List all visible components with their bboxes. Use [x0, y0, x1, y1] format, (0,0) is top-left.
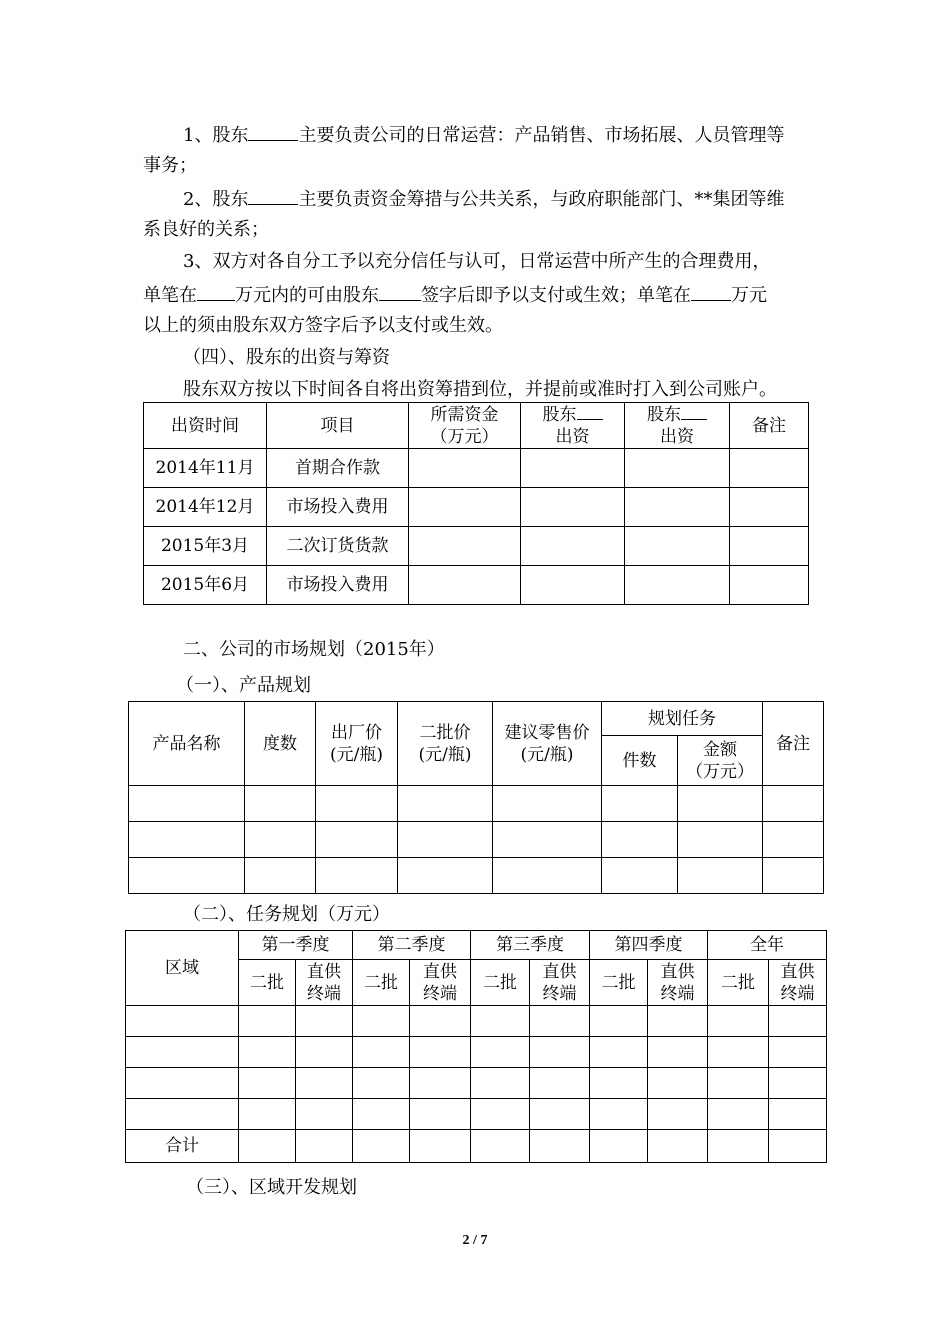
header-funds-line1: 所需资金 [430, 404, 499, 425]
header-remark: 备注 [763, 702, 824, 786]
header-region: 区域 [126, 931, 239, 1006]
cell-empty [730, 527, 809, 566]
capital-table [143, 402, 809, 605]
cell-empty [708, 1099, 769, 1130]
header-date: 出资时间 [144, 403, 267, 449]
header-amount-line2: （万元） [686, 761, 754, 782]
task-plan-heading: （二）、任务规划（万元） [183, 904, 390, 925]
cell-empty [648, 1068, 708, 1099]
cell-item: 市场投入费用 [267, 566, 409, 605]
header-year: 全年 [708, 931, 827, 960]
cell-empty [602, 822, 678, 858]
cell-empty [763, 858, 824, 894]
cell-empty [353, 1130, 410, 1163]
cell-date: 2014年12月 [144, 488, 267, 527]
cell-empty [398, 822, 493, 858]
table-row [126, 1037, 827, 1068]
header-wholesale: 二批 [353, 960, 410, 1006]
cell-empty [625, 527, 730, 566]
table-row [129, 822, 824, 858]
cell-empty [648, 1006, 708, 1037]
cell-empty [625, 566, 730, 605]
cell-empty [471, 1037, 530, 1068]
cell-empty [521, 527, 625, 566]
cell-empty [590, 1068, 648, 1099]
clause-1-line1 [183, 122, 784, 148]
shareholder-blank [248, 186, 298, 205]
header-direct-line1: 直供 [780, 961, 815, 982]
cell-empty [410, 1099, 471, 1130]
cell-empty [730, 449, 809, 488]
clause-3-seg3: 签字后即予以支付或生效；单笔在 [421, 285, 691, 306]
header-retail-price [493, 702, 602, 786]
cell-empty [590, 1099, 648, 1130]
header-q2: 第二季度 [353, 931, 471, 960]
header-degree: 度数 [245, 702, 316, 786]
header-sa-label: 股东 [542, 404, 577, 425]
header-direct [296, 960, 353, 1006]
header-direct [410, 960, 471, 1006]
cell-empty [521, 566, 625, 605]
cell-empty [296, 1099, 353, 1130]
cell-date: 2014年11月 [144, 449, 267, 488]
header-factory-price [316, 702, 398, 786]
clause-3-line1: 3、双方对各自分工予以充分信任与认可，日常运营中所产生的合理费用， [183, 251, 771, 272]
amount-blank [197, 282, 235, 301]
cell-empty [245, 786, 316, 822]
cell-empty [409, 527, 521, 566]
cell-date: 2015年6月 [144, 566, 267, 605]
header-product-name: 产品名称 [129, 702, 245, 786]
product-plan-heading: （一）、产品规划 [176, 675, 311, 696]
cell-empty [239, 1130, 296, 1163]
clause-3-seg1: 单笔在 [143, 285, 197, 306]
header-second-price [398, 702, 493, 786]
cell-empty [590, 1130, 648, 1163]
cell-empty [590, 1006, 648, 1037]
clause-3-seg2: 万元内的可由股东 [235, 285, 379, 306]
cell-empty [678, 822, 763, 858]
cell-empty [493, 822, 602, 858]
header-q1: 第一季度 [239, 931, 353, 960]
header-funds-line2: （万元） [430, 426, 499, 447]
cell-empty [126, 1099, 239, 1130]
clause-1-line2: 事务； [143, 155, 197, 176]
clause-2-line1 [183, 186, 784, 212]
region-plan-heading: （三）、区域开发规划 [186, 1177, 357, 1198]
cell-empty [648, 1099, 708, 1130]
cell-item: 市场投入费用 [267, 488, 409, 527]
cell-empty [316, 786, 398, 822]
cell-empty [602, 858, 678, 894]
header-remark: 备注 [730, 403, 809, 449]
cell-empty [410, 1006, 471, 1037]
cell-empty [730, 488, 809, 527]
clause-2-line2: 系良好的关系； [143, 219, 269, 240]
page-current: 2 [462, 1233, 470, 1248]
cell-empty [708, 1006, 769, 1037]
cell-empty [602, 786, 678, 822]
header-direct-line2: 终端 [780, 983, 815, 1004]
shareholder-blank [681, 405, 707, 420]
table-row [129, 858, 824, 894]
cell-empty [678, 858, 763, 894]
clause-3-line2 [143, 282, 767, 308]
table-row [129, 786, 824, 822]
clause-3-seg4: 万元 [731, 285, 767, 306]
shareholder-blank [379, 282, 421, 301]
cell-empty [353, 1037, 410, 1068]
header-direct-line2: 终端 [542, 983, 577, 1004]
cell-empty [730, 566, 809, 605]
cell-empty [353, 1099, 410, 1130]
cell-empty [126, 1006, 239, 1037]
cell-empty [530, 1037, 590, 1068]
section-2-title: 二、公司的市场规划（2015年） [183, 639, 445, 660]
table-row [126, 1099, 827, 1130]
cell-empty [296, 1068, 353, 1099]
header-task: 规划任务 [602, 702, 763, 736]
cell-empty [126, 1037, 239, 1068]
cell-empty [530, 1006, 590, 1037]
table-header-row [144, 403, 809, 449]
cell-empty [493, 858, 602, 894]
header-direct-line1: 直供 [423, 961, 457, 982]
cell-empty [239, 1099, 296, 1130]
clause-1-text: 主要负责公司的日常运营：产品销售、市场拓展、人员管理等 [298, 125, 785, 146]
header-wholesale: 二批 [708, 960, 769, 1006]
header-second-line2: (元/瓶) [418, 744, 472, 765]
total-row [126, 1130, 827, 1163]
cell-empty [410, 1068, 471, 1099]
header-direct [530, 960, 590, 1006]
cell-empty [296, 1037, 353, 1068]
header-sa-line1 [521, 404, 624, 426]
cell-empty [126, 1068, 239, 1099]
cell-empty [316, 822, 398, 858]
cell-empty [625, 449, 730, 488]
cell-empty [398, 858, 493, 894]
cell-empty [245, 858, 316, 894]
cell-empty [769, 1037, 827, 1068]
section-heading-4: （四）、股东的出资与筹资 [183, 347, 390, 368]
cell-empty [708, 1068, 769, 1099]
cell-empty [409, 449, 521, 488]
cell-empty [521, 449, 625, 488]
header-direct [648, 960, 708, 1006]
table-row [144, 488, 809, 527]
cell-empty [590, 1037, 648, 1068]
cell-empty [471, 1006, 530, 1037]
header-second-line1: 二批价 [419, 722, 471, 743]
cell-empty [410, 1130, 471, 1163]
cell-empty [769, 1006, 827, 1037]
clause-2-prefix: 2、股东 [183, 189, 249, 210]
cell-empty [493, 786, 602, 822]
header-retail-line2: (元/瓶) [520, 744, 574, 765]
product-table [128, 701, 824, 894]
cell-empty [769, 1130, 827, 1163]
cell-empty [625, 488, 730, 527]
page-number [0, 1233, 950, 1249]
cell-empty [471, 1068, 530, 1099]
header-direct-line1: 直供 [542, 961, 577, 982]
amount-blank [691, 282, 731, 301]
cell-empty [678, 786, 763, 822]
header-sb-line1 [625, 404, 729, 426]
header-q3: 第三季度 [471, 931, 590, 960]
header-amount [678, 736, 763, 786]
cell-empty [763, 786, 824, 822]
capital-intro: 股东双方按以下时间各自将出资筹措到位，并提前或准时打入到公司账户。 [183, 379, 777, 400]
cell-empty [648, 1037, 708, 1068]
cell-empty [708, 1130, 769, 1163]
cell-empty [471, 1130, 530, 1163]
header-funds [409, 403, 521, 449]
header-pieces: 件数 [602, 736, 678, 786]
clause-1-prefix: 1、股东 [183, 125, 249, 146]
cell-empty [129, 858, 245, 894]
shareholder-blank [248, 122, 298, 141]
page-total: 7 [480, 1233, 488, 1248]
cell-empty [409, 488, 521, 527]
shareholder-blank [577, 405, 603, 420]
table-row [126, 1068, 827, 1099]
cell-empty [530, 1068, 590, 1099]
cell-empty [239, 1037, 296, 1068]
cell-empty [530, 1130, 590, 1163]
cell-empty [769, 1068, 827, 1099]
table-header-row [126, 931, 827, 960]
cell-empty [530, 1099, 590, 1130]
header-factory-line2: (元/瓶) [330, 744, 383, 765]
cell-empty [129, 822, 245, 858]
cell-empty [398, 786, 493, 822]
page-separator: / [473, 1233, 477, 1248]
cell-empty [296, 1130, 353, 1163]
header-wholesale: 二批 [471, 960, 530, 1006]
task-table [125, 930, 827, 1163]
cell-empty [648, 1130, 708, 1163]
header-direct-line2: 终端 [423, 983, 457, 1004]
cell-empty [239, 1006, 296, 1037]
header-shareholder-b [625, 403, 730, 449]
cell-empty [521, 488, 625, 527]
cell-empty [471, 1099, 530, 1130]
cell-empty [316, 858, 398, 894]
table-row [144, 527, 809, 566]
header-direct-line1: 直供 [307, 961, 341, 982]
header-direct-line1: 直供 [660, 961, 695, 982]
cell-item: 首期合作款 [267, 449, 409, 488]
header-wholesale: 二批 [239, 960, 296, 1006]
header-item: 项目 [267, 403, 409, 449]
cell-empty [239, 1068, 296, 1099]
total-label: 合计 [126, 1130, 239, 1163]
table-header-row [129, 702, 824, 736]
header-sb-label: 股东 [647, 404, 681, 425]
table-row [126, 1006, 827, 1037]
cell-empty [708, 1037, 769, 1068]
clause-2-text: 主要负责资金筹措与公共关系，与政府职能部门、**集团等维 [298, 189, 785, 210]
cell-empty [353, 1068, 410, 1099]
cell-empty [129, 786, 245, 822]
header-direct-line2: 终端 [660, 983, 695, 1004]
cell-empty [296, 1006, 353, 1037]
cell-item: 二次订货货款 [267, 527, 409, 566]
header-q4: 第四季度 [590, 931, 708, 960]
cell-empty [410, 1037, 471, 1068]
header-retail-line1: 建议零售价 [504, 722, 590, 743]
header-direct [769, 960, 827, 1006]
cell-empty [409, 566, 521, 605]
table-row [144, 566, 809, 605]
cell-empty [245, 822, 316, 858]
header-direct-line2: 终端 [307, 983, 341, 1004]
header-sa-line2: 出资 [555, 426, 590, 447]
cell-date: 2015年3月 [144, 527, 267, 566]
table-row [144, 449, 809, 488]
cell-empty [769, 1099, 827, 1130]
cell-empty [763, 822, 824, 858]
header-sb-line2: 出资 [660, 426, 694, 447]
header-wholesale: 二批 [590, 960, 648, 1006]
clause-3-line3: 以上的须由股东双方签字后予以支付或生效。 [143, 315, 503, 336]
header-amount-line1: 金额 [703, 739, 737, 760]
header-shareholder-a [521, 403, 625, 449]
header-factory-line1: 出厂价 [331, 722, 382, 743]
cell-empty [353, 1006, 410, 1037]
